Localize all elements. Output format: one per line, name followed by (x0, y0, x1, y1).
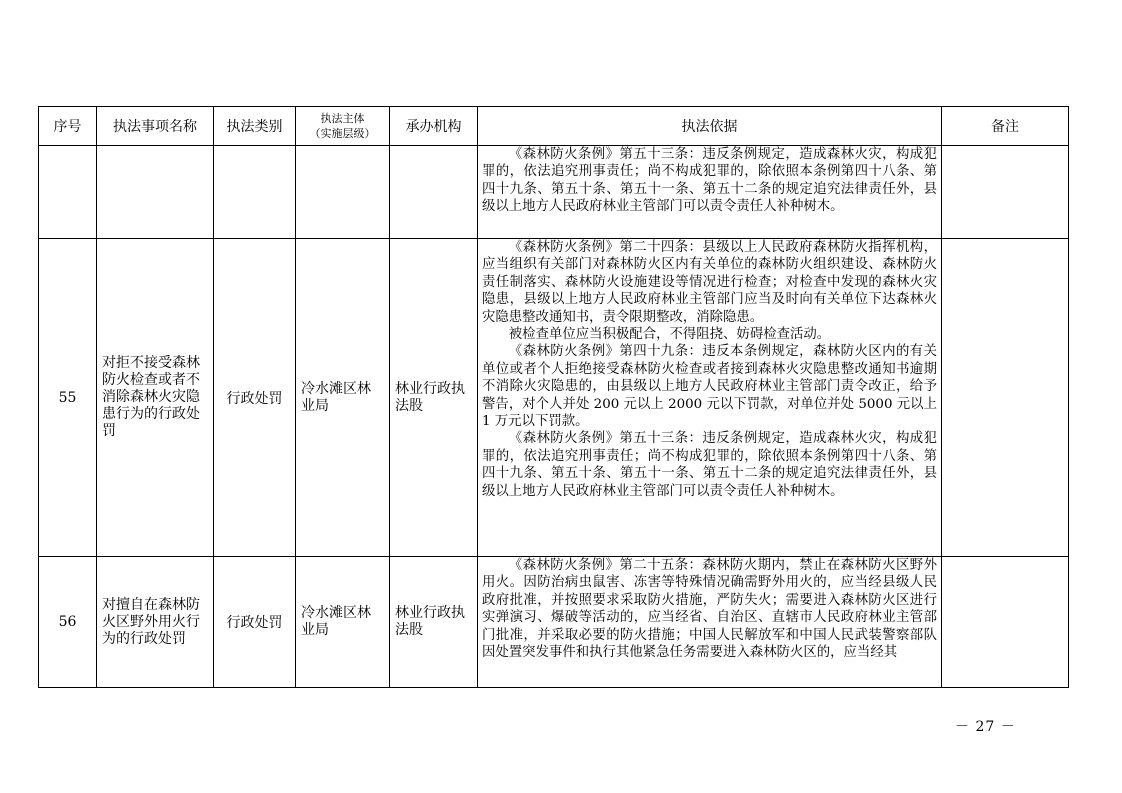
cell-agency: 林业行政执法股 (390, 557, 478, 688)
cell-subject: 冷水滩区林业局 (296, 557, 390, 688)
header-basis: 执法依据 (478, 107, 942, 146)
cell-basis (478, 239, 942, 557)
cell-agency: 林业行政执法股 (390, 239, 478, 557)
table-row (39, 146, 1069, 239)
basis-paragraph: 《森林防火条例》第五十三条：违反条例规定，造成森林火灾，构成犯罪的，依法追究刑事责任；尚不构成犯罪的，除依照本条例第四十八条、第四十九条、第五十条、第五十一条、第五十二条的规定追究法律责任外，县级以上地方人民政府林业主管部门可以责令责任人补种树木。 (482, 147, 937, 215)
header-subject-line1: 执法主体 (320, 112, 365, 125)
page-number: － 27 － (955, 719, 1016, 735)
cell-remarks (942, 557, 1069, 688)
header-subject (296, 107, 390, 146)
basis-paragraph: 被检查单位应当积极配合，不得阻挠、妨碍检查活动。 (508, 327, 831, 343)
header-category: 执法类别 (214, 107, 296, 146)
basis-paragraph: 《森林防火条例》第四十九条：违反本条例规定，森林防火区内的有关单位或者个人拒绝接受森林防火检查或者接到森林火灾隐患整改通知书逾期不消除火灾隐患的，由县级以上地方人民政府林业主管部门责令改正，给予警告，对个人并处 200 元以上 2000 元以下罚款，对单位并处 5000 元以上 1 万元以下罚款。 (482, 344, 937, 430)
cell-item-name (97, 146, 214, 239)
header-subject-line2: （实施层级） (309, 127, 376, 140)
cell-remarks (942, 146, 1069, 239)
header-remarks: 备注 (942, 107, 1069, 146)
cell-seq: 56 (39, 557, 97, 688)
header-seq: 序号 (39, 107, 97, 146)
cell-category: 行政处罚 (214, 239, 296, 557)
cell-category (214, 146, 296, 239)
table-header-row (39, 107, 1069, 146)
basis-paragraph: 《森林防火条例》第二十五条：森林防火期内，禁止在森林防火区野外用火。因防治病虫鼠害、冻害等特殊情况确需野外用火的，应当经县级人民政府批准，并按照要求采取防火措施，严防失火；需要进入森林防火区进行实弹演习、爆破等活动的，应当经省、自治区、直辖市人民政府林业主管部门批准，并采取必要的防火措施；中国人民解放军和中国人民武装警察部队因处置突发事件和执行其他紧急任务需要进入森林防火区的，应当经其 (482, 558, 937, 661)
cell-seq: 55 (39, 239, 97, 557)
basis-paragraph: 《森林防火条例》第五十三条：违反条例规定，造成森林火灾，构成犯罪的，依法追究刑事责任；尚不构成犯罪的，除依照本条例第四十八条、第四十九条、第五十条、第五十一条、第五十二条的规定追究法律责任外，县级以上地方人民政府林业主管部门可以责令责任人补种树木。 (482, 431, 937, 499)
cell-item-name: 对擅自在森林防火区野外用火行为的行政处罚 (97, 557, 214, 688)
header-agency: 承办机构 (390, 107, 478, 146)
cell-agency (390, 146, 478, 239)
cell-basis (478, 146, 942, 239)
cell-remarks (942, 239, 1069, 557)
cell-seq (39, 146, 97, 239)
cell-basis (478, 557, 942, 688)
cell-category: 行政处罚 (214, 557, 296, 688)
basis-paragraph: 《森林防火条例》第二十四条：县级以上人民政府森林防火指挥机构，应当组织有关部门对森林防火区内有关单位的森林防火组织建设、森林防火责任制落实、森林防火设施建设等情况进行检查；对检查中发现的森林火灾隐患，县级以上地方人民政府林业主管部门应当及时向有关单位下达森林火灾隐患整改通知书，责令限期整改，消除隐患。 (482, 240, 937, 325)
cell-item-name: 对拒不接受森林防火检查或者不消除森林火灾隐患行为的行政处罚 (97, 239, 214, 557)
cell-subject (296, 146, 390, 239)
enforcement-items-table (38, 106, 1069, 688)
table-row (39, 557, 1069, 688)
header-item-name: 执法事项名称 (97, 107, 214, 146)
cell-subject: 冷水滩区林业局 (296, 239, 390, 557)
table-row (39, 239, 1069, 557)
